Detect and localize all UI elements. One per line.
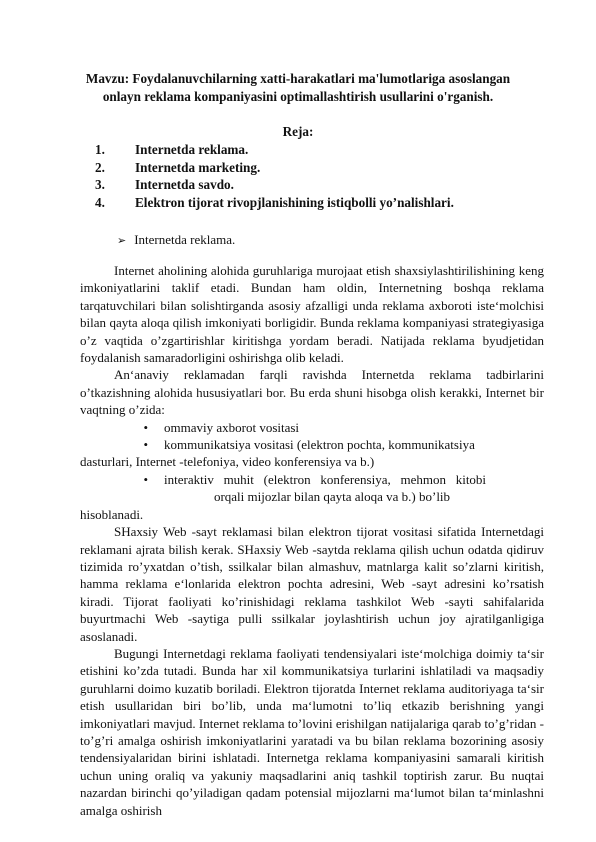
bullet-text: kommunikatsiya vositasi (elektron pochta, kommunikatsiya (164, 437, 475, 453)
bullet-list (80, 419, 544, 454)
bullet-item (80, 436, 544, 453)
bullet-text: ommaviy axborot vositasi (164, 419, 300, 435)
plan-item (95, 141, 565, 159)
plan-item (95, 194, 565, 212)
plan-item-text: Elektron tijorat rivopjlanishining istiqbolli yo’nalishlari. (135, 194, 454, 210)
paragraph: Bugungi Internetdagi reklama faoliyati tendensiyalari iste‘molchiga doimiy ta‘sir etishini ko’zda tutadi. Bunda har xil kommunikatsiya turlarini ishlatiladi va maqsadiy guruhlarni doimo kuzatib boriladi. Elektron tijoratda Internet reklama auditoriyaga ta‘sir etish usullaridan biri bo’lib, unda ma‘lumotni to’liq etkazib berishning yangi imkoniyatlari mavjud. Internet reklama to’lovini erishilgan natijalariga qarab to’g’ridan - to’g’ri amalga oshirish imkoniyatlarini yaratadi va bu bilan reklama bozorining asosiy tendensiyalaridan birini ishlatadi. Internetga reklama kompaniyasini samarali kiritish uchun uning oraliq va yakuniy maqsadlarini aniq tashkil toptirish zarur. Bu nuqtai nazardan birinchi qo’yiladigan qadam potensial mijozlarni ma‘lumot bilan ta‘minlashni amalga oshirish (80, 645, 544, 818)
bullet-dot-icon: • (143, 419, 148, 435)
plan-item-text: Internetda marketing. (135, 159, 261, 175)
section-subheading (117, 232, 235, 248)
body-text (80, 262, 544, 819)
paragraph: An‘anaviy reklamadan farqli ravishda Internetda reklama tadbirlarini o’tkazishning alohida hususiyatlari bor. Bu erda shuni hisobga olish kerakki, Internet bir vaqtning o’zida: (80, 367, 544, 418)
document-title (60, 70, 536, 106)
title-line-1: Mavzu: Foydalanuvchilarning xatti-harakatlari ma'lumotlariga asoslangan (85, 71, 511, 86)
bullet-continuation: orqali mijozlar bilan qayta aloqa va b.) bo’lib (213, 489, 451, 505)
plan-item-text: Internetda reklama. (135, 142, 249, 157)
bullet-continuation: hisoblanadi. (80, 506, 144, 522)
plan-heading: Reja: (282, 124, 314, 139)
plan-item-number: 1. (95, 142, 105, 157)
plan-item-number: 2. (95, 159, 105, 175)
title-line-2: onlayn reklama kompaniyasini optimallashtirish usullarini o'rganish. (102, 89, 494, 104)
bullet-text: interaktiv muhit (elektron konferensiya, mehmon kitobi (164, 471, 487, 487)
bullet-continuation: dasturlari, Internet -telefoniya, video konferensiya va b.) (80, 454, 375, 470)
plan-item-number: 4. (95, 194, 105, 210)
bullet-dot-icon: • (143, 437, 148, 453)
plan-item-text: Internetda savdo. (135, 177, 234, 192)
paragraph: SHaxsiy Web -sayt reklamasi bilan elektron tijorat vositasi sifatida Internetdagi reklamani ajrata bilish kerak. SHaxsiy Web -saytda reklama qilish uchun odatda qidiruv tizimida ro’yxatdan o’tish, ssilkalar bilan almashuv, matnlarga kalit so’zlarni kiritish, hamma reklama e‘lonlarida elektron pochta adresini, Web -sayt adresini ko’rsatish kiradi. Tijorat faoliyati ko’rinishidagi reklama tashkilot Web -sayti sahifalarida buyurtmachi Web -saytiga pulli ssilkalar joylashtirish uchun joy ajratilganligiga asoslanadi. (80, 524, 544, 644)
plan-list (95, 141, 565, 211)
plan-item (95, 159, 565, 177)
arrow-bullet-icon: ➢ (117, 234, 127, 247)
bullet-item (80, 419, 544, 436)
subheading-text: Internetda reklama. (134, 232, 236, 247)
plan-item-number: 3. (95, 177, 105, 192)
paragraph: Internet aholining alohida guruhlariga murojaat etish shaxsiylashtirilishining keng imkoniyatlarini taklif etadi. Bundan ham oldin, Internetning boshqa reklama tarqatuvchilari bilan solishtirganda asosiy afzalligi unda reklama axboroti iste‘molchisi bilan qayta aloqa qilish imkoniyati borligidir. Bunda reklama kompaniyasi strategiyasiga o’z vaqtida o’zgartirishlar kiritishga yordam beradi. Natijada reklama byudjetidan foydalanish samaradorligini oshirishga olib keladi. (80, 263, 544, 366)
bullet-list (80, 471, 544, 488)
bullet-item (80, 471, 544, 488)
plan-item (95, 176, 565, 194)
bullet-dot-icon: • (143, 471, 148, 487)
